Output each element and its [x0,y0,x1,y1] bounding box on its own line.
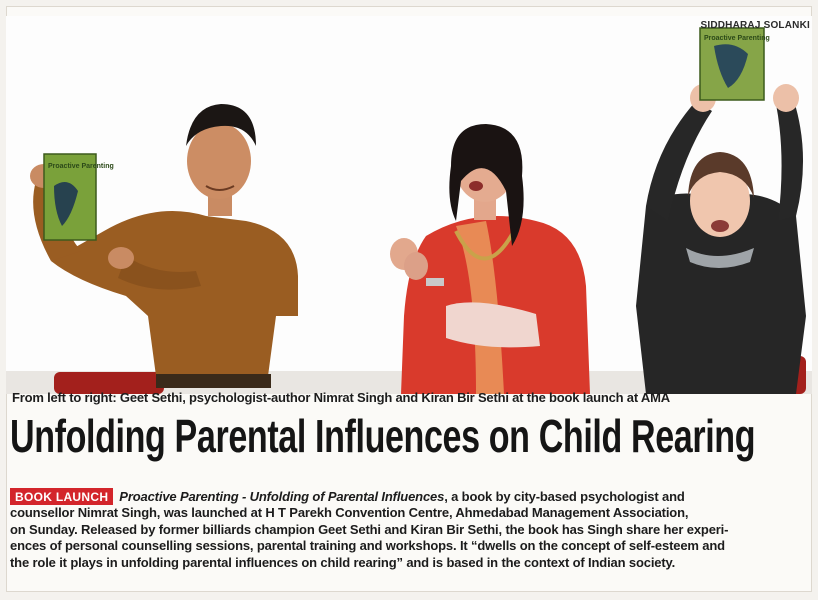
article-line-3: on Sunday. Released by former billiards champion Geet Sethi and Kiran Bir Sethi, the book has Singh share her experi- [10,521,729,537]
photo-caption: From left to right: Geet Sethi, psychologist-author Nimrat Singh and Kiran Bir Sethi at the book launch at AMA [12,390,670,405]
article-line-2: counsellor Nimrat Singh, was launched at H T Parekh Convention Centre, Ahmedabad Management Association, [10,505,689,521]
photo-credit: SIDDHARAJ SOLANKI [700,20,810,31]
article-line-1 [10,488,812,505]
article-line-4: ences of personal counselling sessions, parental training and workshops. It “dwells on the concept of self-esteem and [10,538,725,554]
article-line-5: the role it plays in unfolding parental influences on child rearing” and is based in the context of Indian society. [10,554,676,570]
headline: Unfolding Parental Influences on Child Rearing [10,410,756,462]
book-cover-title-left: Proactive Parenting [48,163,114,170]
article-line-1-rest: , a book by city-based psychologist and [444,489,685,504]
photo-illustration [6,16,812,394]
section-kicker-badge: BOOK LAUNCH [10,488,113,505]
book-title: Proactive Parenting - Unfolding of Parental Influences [119,489,445,504]
article-body [10,488,812,571]
book-cover-title-right: Proactive Parenting [704,35,770,42]
event-photo [6,16,812,394]
newspaper-clipping [6,6,812,592]
